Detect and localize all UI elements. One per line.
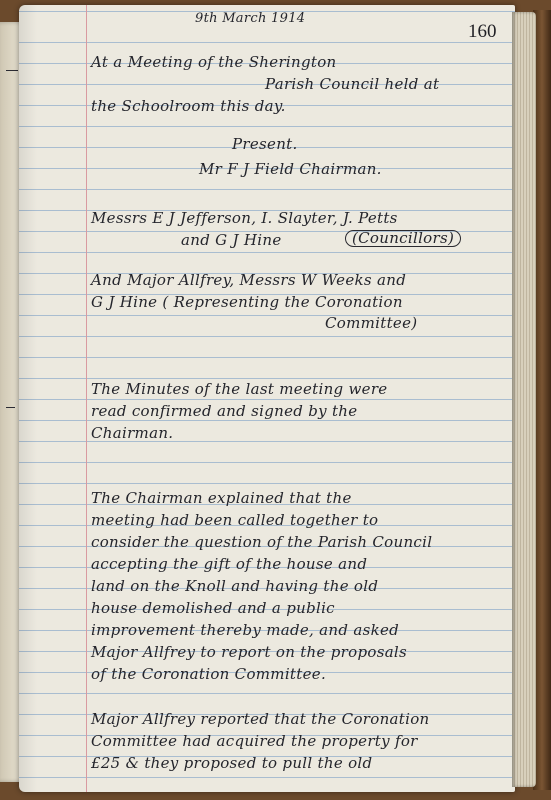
chairman-paragraph-line: house demolished and a public (91, 599, 335, 617)
chairman-line: Mr F J Field Chairman. (199, 160, 382, 178)
allfrey-paragraph-line: Major Allfrey reported that the Coronation (91, 710, 430, 728)
chairman-paragraph-line: The Chairman explained that the (91, 489, 352, 507)
chairman-paragraph-line: meeting had been called together to (91, 511, 379, 529)
attendee-line: And Major Allfrey, Messrs W Weeks and (91, 271, 407, 289)
margin-rule (86, 5, 87, 792)
councillors-label: (Councillors) (345, 229, 461, 247)
attendee-line: Committee) (325, 314, 418, 332)
attendee-line: G J Hine ( Representing the Coronation (91, 293, 403, 311)
opening-line: At a Meeting of the Sherington (91, 53, 337, 71)
present-heading: Present. (232, 135, 298, 153)
chairman-paragraph-line: accepting the gift of the house and (91, 555, 368, 573)
opening-line: Parish Council held at (265, 75, 440, 93)
councillors-line: and G J Hine (181, 231, 282, 249)
ledger-page (19, 5, 515, 792)
header-date: 9th March 1914 (195, 11, 306, 26)
chairman-paragraph-line: improvement thereby made, and asked (91, 621, 400, 639)
page-stack-edge (512, 12, 536, 787)
page-number: 160 (468, 21, 497, 42)
allfrey-paragraph-line: £25 & they proposed to pull the old (91, 754, 373, 772)
chairman-paragraph-line: Major Allfrey to report on the proposals (91, 643, 408, 661)
minutes-paragraph-line: The Minutes of the last meeting were (91, 380, 388, 398)
chairman-paragraph-line: land on the Knoll and having the old (91, 577, 379, 595)
chairman-paragraph-line: consider the question of the Parish Council (91, 533, 433, 551)
allfrey-paragraph-line: Committee had acquired the property for (91, 732, 418, 750)
facing-page-ink-mark (6, 407, 15, 408)
minutes-paragraph-line: read confirmed and signed by the (91, 402, 358, 420)
chairman-paragraph-line: of the Coronation Committee. (91, 665, 327, 683)
facing-page-ink-mark (6, 70, 18, 71)
opening-line: the Schoolroom this day. (91, 97, 286, 115)
minutes-paragraph-line: Chairman. (91, 424, 174, 442)
councillors-line: Messrs E J Jefferson, I. Slayter, J. Petts (91, 209, 398, 227)
